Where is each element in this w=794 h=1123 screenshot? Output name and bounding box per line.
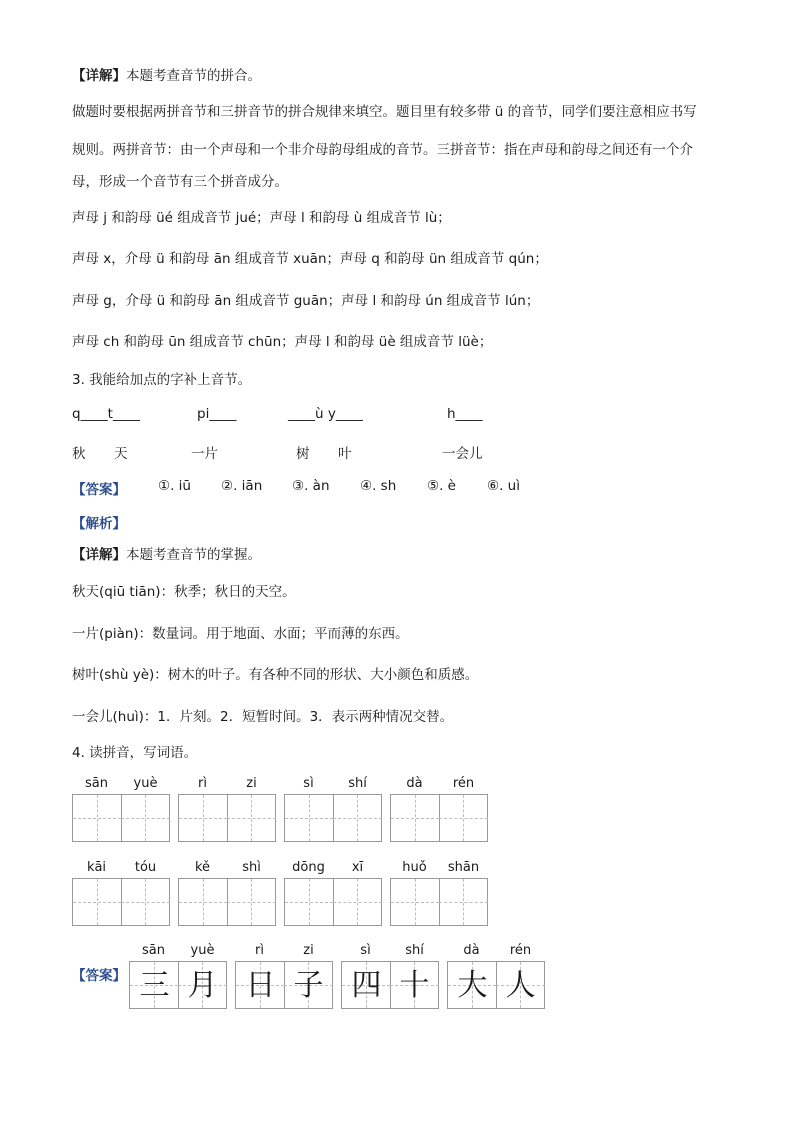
answer-item: ②. iān: [221, 478, 263, 494]
question-3-title: 3. 我能给加点的字补上音节。: [72, 372, 252, 388]
blank: q____t____: [72, 406, 140, 422]
writing-grid: [284, 794, 382, 842]
pinyin: yuè: [133, 776, 158, 791]
paragraph-line: 规则。两拼音节：由一个声母和一个非介母韵母组成的音节。三拼音节：指在声母和韵母之间还有一个介: [72, 142, 693, 158]
pinyin: yuè: [190, 943, 215, 958]
pinyin: sān: [85, 776, 108, 791]
writing-grid: [178, 794, 276, 842]
word-explanation: 一会儿(huì)：1．片刻。2．短暂时间。3．表示两种情况交替。: [72, 709, 454, 725]
char: 一片: [191, 446, 218, 462]
blank: pi____: [197, 406, 237, 422]
pinyin: zi: [246, 776, 257, 791]
detail-label: 【详解】: [72, 547, 126, 563]
pinyin: rén: [509, 943, 532, 958]
answer-item: ③. àn: [292, 478, 330, 494]
writing-grid: [390, 878, 488, 926]
answer-char: 子: [293, 968, 324, 1003]
pinyin: rén: [452, 776, 475, 791]
writing-grid: [235, 961, 333, 1009]
detail-intro: 本题考查音节的拼合。: [126, 68, 261, 84]
paragraph-line: 做题时要根据两拼音节和三拼音节的拼合规律来填空。题目里有较多带 ü 的音节，同学们要注意相应书写: [72, 104, 697, 120]
char: 树: [296, 446, 310, 462]
writing-grid: [72, 878, 170, 926]
pinyin: sān: [142, 943, 165, 958]
answer-char: 月: [187, 968, 218, 1003]
char: 天: [114, 446, 128, 462]
answer-char: 四: [351, 968, 382, 1003]
char: 秋: [72, 446, 86, 462]
writing-grid: [129, 961, 227, 1009]
answer-char: 三: [139, 968, 170, 1003]
pinyin: zi: [303, 943, 314, 958]
pinyin: dà: [463, 943, 480, 958]
word-explanation: 一片(piàn)：数量词。用于地面、水面；平而薄的东西。: [72, 626, 409, 642]
pinyin: rì: [198, 776, 207, 791]
answer-item: ⑥. uì: [487, 478, 520, 494]
word-explanation: 树叶(shù yè)：树木的叶子。有各种不同的形状、大小颜色和质感。: [72, 667, 479, 683]
char: 叶: [338, 446, 352, 462]
detail-label: 【详解】: [72, 68, 126, 84]
rule-line: 声母 x，介母 ü 和韵母 ān 组成音节 xuān；声母 q 和韵母 ün 组成音节 qún；: [72, 251, 548, 267]
detail-intro: 本题考查音节的掌握。: [126, 547, 261, 563]
rule-line: 声母 j 和韵母 üé 组成音节 jué；声母 l 和韵母 ù 组成音节 lù；: [72, 210, 451, 226]
paragraph-line: 母，形成一个音节有三个拼音成分。: [72, 174, 288, 190]
writing-grid: [72, 794, 170, 842]
pinyin: sì: [303, 776, 314, 791]
pinyin: tóu: [134, 860, 157, 875]
rule-line: 声母 ch 和韵母 ūn 组成音节 chūn；声母 l 和韵母 üè 组成音节 lüè；: [72, 334, 493, 350]
pinyin: xī: [351, 860, 364, 875]
pinyin: huǒ: [402, 860, 427, 875]
pinyin: sì: [360, 943, 371, 958]
pinyin: dà: [406, 776, 423, 791]
word-explanation: 秋天(qiū tiān)：秋季；秋日的天空。: [72, 584, 296, 600]
answer-char: 日: [245, 968, 276, 1003]
pinyin: shí: [405, 943, 424, 958]
blank: h____: [447, 406, 483, 422]
detail-heading-2: [72, 545, 261, 565]
writing-grid: [447, 961, 545, 1009]
analysis-label: 【解析】: [72, 516, 126, 532]
question-4-title: 4. 读拼音，写词语。: [72, 745, 198, 761]
writing-grid: [341, 961, 439, 1009]
writing-grid: [390, 794, 488, 842]
pinyin: shí: [348, 776, 367, 791]
blank: ____ù y____: [288, 406, 363, 422]
answer-char: 大: [457, 968, 488, 1003]
pinyin: kāi: [86, 860, 107, 875]
answer-item: ①. iū: [158, 478, 191, 494]
writing-grid: [178, 878, 276, 926]
answer-char: 十: [399, 968, 430, 1003]
pinyin: kě: [194, 860, 211, 875]
answer-item: ⑤. è: [427, 478, 456, 494]
writing-grid: [284, 878, 382, 926]
answer-char: 人: [505, 968, 536, 1003]
answer-label: 【答案】: [72, 968, 126, 984]
answer-item: ④. sh: [360, 478, 397, 494]
pinyin: rì: [255, 943, 264, 958]
pinyin: dōng: [292, 860, 325, 875]
answer-label: 【答案】: [72, 482, 126, 498]
detail-heading-1: [72, 66, 261, 86]
char: 一会儿: [442, 446, 483, 462]
pinyin: shì: [242, 860, 261, 875]
pinyin: shān: [447, 860, 480, 875]
rule-line: 声母 g，介母 ü 和韵母 ān 组成音节 guān；声母 l 和韵母 ún 组成音节 lún；: [72, 293, 540, 309]
